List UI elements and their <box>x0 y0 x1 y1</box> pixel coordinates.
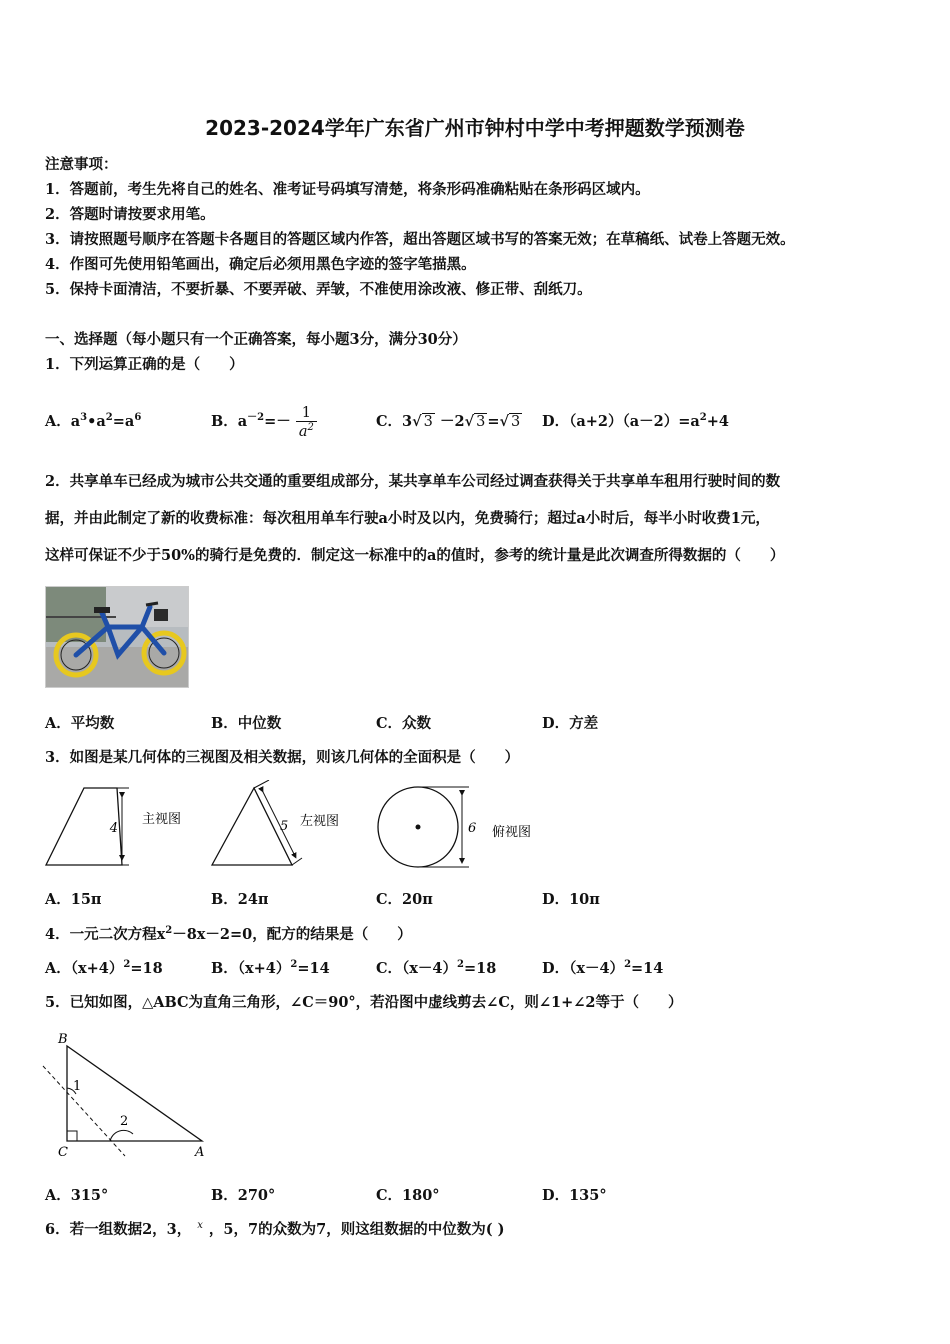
q4-option-a: A．$(x+4)^2=18$ <box>45 959 163 977</box>
q5-option-d: D．135° <box>542 1187 607 1204</box>
q3-stem: 3．如图是某几何体的三视图及相关数据，则该几何体的全面积是（ ） <box>45 749 520 766</box>
note-item: 2．答题时请按要求用笔。 <box>45 206 215 223</box>
front-label: 主视图 <box>142 812 182 827</box>
q1-option-c: C．3√ 3 －2√ 3 =√ 3 <box>376 413 521 430</box>
angle-1-label: 1 <box>73 1079 82 1094</box>
q2-line: 据，并由此制定了新的收费标准：每次租用单车行驶a小时及以内，免费骑行；超过a小时后，每半小时收费1元， <box>45 510 770 527</box>
q5-option-b: B．270° <box>211 1187 276 1204</box>
top-view <box>378 787 531 867</box>
q3-option-d: D．10π <box>542 891 600 908</box>
side-view <box>212 780 339 865</box>
note-item: 5．保持卡面清洁，不要折暴、不要弄破、弄皱，不准使用涂改液、修正带、刮纸刀。 <box>45 281 592 298</box>
side-dim: 5 <box>280 819 289 834</box>
q2-option-d: D．方差 <box>542 715 599 732</box>
top-dim: 6 <box>468 821 477 836</box>
vertex-a: A <box>195 1145 205 1160</box>
q4-option-c: C．$(x-4)^2=18$ <box>376 959 497 977</box>
side-label: 左视图 <box>300 814 340 829</box>
front-dim: 4 <box>109 821 118 836</box>
bike-photo <box>45 586 189 688</box>
q6-stem: 6．若一组数据2，3， $^x$ ，5，7的众数为7，则这组数据的中位数为( ) <box>45 1220 505 1238</box>
note-item: 1．答题前，考生先将自己的姓名、准考证号码填写清楚，将条形码准确粘贴在条形码区域内。 <box>45 181 650 198</box>
q4-stem: 4．一元二次方程$x^2-8x-2=0$，配方的结果是（ ） <box>45 925 412 943</box>
q2-option-a: A．平均数 <box>45 715 115 732</box>
q4-option-b: B．$(x+4)^2=14$ <box>211 959 330 977</box>
q1-option-d: D．$(a+2)(a-2)=a^2+4$ <box>542 412 729 430</box>
q2-line: 2．共享单车已经成为城市公共交通的重要组成部分，某共享单车公司经过调查获得关于共享单车租用行驶时间的数 <box>45 473 781 490</box>
top-label: 俯视图 <box>492 825 532 840</box>
right-triangle-figure <box>40 1028 215 1163</box>
q1-option-a: A．$a^3•a^2=a^6$ <box>45 412 142 430</box>
angle-2-label: 2 <box>120 1114 129 1129</box>
q1-option-b: B．$a^{-2}=-$ $\frac{1}{a^2}$ <box>211 388 317 439</box>
page-title: 2023-2024学年广东省广州市钟村中学中考押题数学预测卷 <box>205 116 745 140</box>
note-item: 4．作图可先使用铅笔画出，确定后必须用黑色字迹的签字笔描黑。 <box>45 256 476 273</box>
vertex-c: C <box>58 1145 68 1160</box>
notes-heading: 注意事项： <box>45 156 118 173</box>
fraction: $\frac{1}{a^2}$ <box>296 405 317 440</box>
front-view <box>46 788 181 865</box>
vertex-b: B <box>58 1032 68 1047</box>
note-item: 3．请按照题号顺序在答题卡各题目的答题区域内作答，超出答题区域书写的答案无效；在草稿纸、试卷上答题无效。 <box>45 231 795 248</box>
q5-stem: 5．已知如图，△ABC为直角三角形，∠C＝90°，若沿图中虚线剪去∠C，则∠1+∠2等于（ ） <box>45 994 683 1011</box>
q2-line: 这样可保证不少于50%的骑行是免费的．制定这一标准中的a的值时，参考的统计量是此次调查所得数据的（ ） <box>45 547 785 564</box>
q4-option-d: D．$(x-4)^2=14$ <box>542 959 664 977</box>
q3-option-b: B．24π <box>211 891 269 908</box>
q1-stem: 1．下列运算正确的是（ ） <box>45 356 244 373</box>
q2-option-c: C．众数 <box>376 715 432 732</box>
q2-option-b: B．中位数 <box>211 715 282 732</box>
three-views-figure <box>44 780 539 872</box>
q5-option-a: A．315° <box>45 1187 109 1204</box>
q3-option-a: A．15π <box>45 891 102 908</box>
section-heading: 一、选择题（每小题只有一个正确答案，每小题3分，满分30分） <box>45 331 467 348</box>
q5-option-c: C．180° <box>376 1187 440 1204</box>
q3-option-c: C．20π <box>376 891 433 908</box>
